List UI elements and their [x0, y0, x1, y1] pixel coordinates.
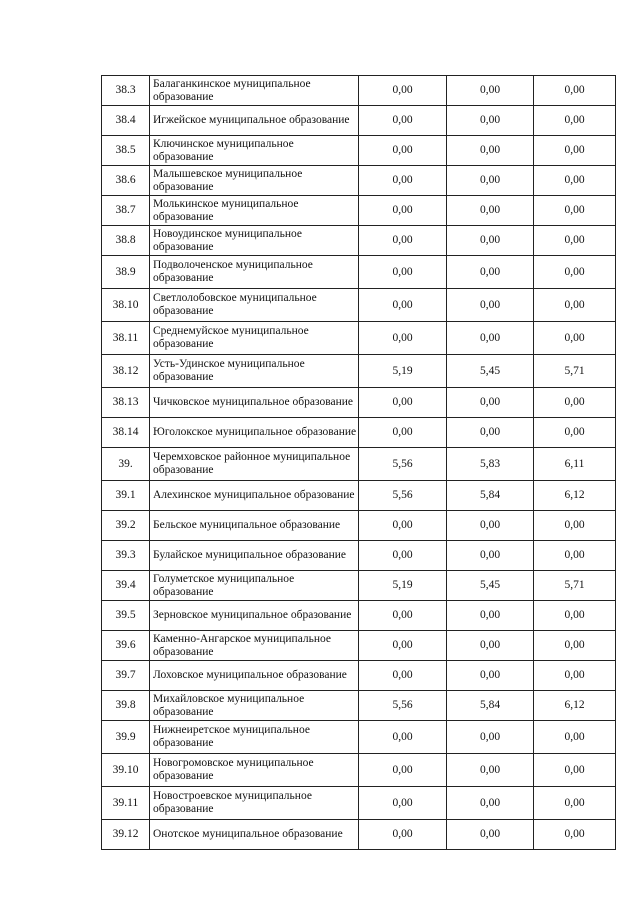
value-col-1: 0,00 [359, 754, 447, 787]
municipality-name: Алехинское муниципальное образование [150, 481, 359, 511]
value-col-3: 0,00 [534, 721, 616, 754]
value-col-2: 0,00 [447, 322, 534, 355]
table-row [102, 541, 616, 571]
value-col-3: 0,00 [534, 631, 616, 661]
value-col-1: 0,00 [359, 289, 447, 322]
value-col-2: 0,00 [447, 289, 534, 322]
row-number: 39.12 [102, 820, 150, 850]
value-col-2: 0,00 [447, 511, 534, 541]
table-row [102, 481, 616, 511]
value-col-2: 0,00 [447, 661, 534, 691]
value-col-1: 0,00 [359, 787, 447, 820]
row-number: 39.4 [102, 571, 150, 601]
row-number: 38.4 [102, 106, 150, 136]
table-row [102, 355, 616, 388]
row-number: 39.1 [102, 481, 150, 511]
table-row [102, 76, 616, 106]
municipality-name: Бельское муниципальное образование [150, 511, 359, 541]
value-col-3: 0,00 [534, 511, 616, 541]
value-col-2: 0,00 [447, 76, 534, 106]
municipality-name: Игжейское муниципальное образование [150, 106, 359, 136]
value-col-3: 0,00 [534, 661, 616, 691]
row-number: 38.8 [102, 226, 150, 256]
value-col-3: 0,00 [534, 166, 616, 196]
municipality-name: Среднемуйское муниципальное образование [150, 322, 359, 355]
value-col-2: 0,00 [447, 256, 534, 289]
value-col-1: 0,00 [359, 721, 447, 754]
value-col-1: 0,00 [359, 388, 447, 418]
value-col-2: 0,00 [447, 820, 534, 850]
value-col-2: 5,83 [447, 448, 534, 481]
value-col-1: 0,00 [359, 601, 447, 631]
row-number: 39.9 [102, 721, 150, 754]
municipality-name: Новоудинское муниципальное образование [150, 226, 359, 256]
table-row [102, 511, 616, 541]
value-col-2: 0,00 [447, 418, 534, 448]
row-number: 39.2 [102, 511, 150, 541]
row-number: 38.5 [102, 136, 150, 166]
row-number: 38.3 [102, 76, 150, 106]
value-col-2: 0,00 [447, 196, 534, 226]
value-col-3: 0,00 [534, 388, 616, 418]
value-col-2: 0,00 [447, 106, 534, 136]
table-row [102, 226, 616, 256]
row-number: 38.6 [102, 166, 150, 196]
table-row [102, 196, 616, 226]
value-col-3: 6,12 [534, 481, 616, 511]
value-col-1: 0,00 [359, 820, 447, 850]
value-col-3: 0,00 [534, 541, 616, 571]
value-col-2: 0,00 [447, 601, 534, 631]
row-number: 38.12 [102, 355, 150, 388]
municipality-name: Малышевское муниципальное образование [150, 166, 359, 196]
row-number: 38.14 [102, 418, 150, 448]
table-row [102, 601, 616, 631]
value-col-1: 0,00 [359, 418, 447, 448]
row-number: 39.3 [102, 541, 150, 571]
municipality-name: Каменно-Ангарское муниципальное образование [150, 631, 359, 661]
municipality-name: Нижнеиретское муниципальное образование [150, 721, 359, 754]
value-col-1: 0,00 [359, 661, 447, 691]
row-number: 38.11 [102, 322, 150, 355]
value-col-2: 5,84 [447, 691, 534, 721]
municipality-name: Булайское муниципальное образование [150, 541, 359, 571]
value-col-3: 0,00 [534, 136, 616, 166]
value-col-3: 0,00 [534, 418, 616, 448]
municipality-name: Юголокское муниципальное образование [150, 418, 359, 448]
row-number: 39.8 [102, 691, 150, 721]
value-col-2: 5,45 [447, 355, 534, 388]
value-col-2: 0,00 [447, 721, 534, 754]
value-col-1: 5,19 [359, 355, 447, 388]
value-col-3: 0,00 [534, 226, 616, 256]
value-col-1: 0,00 [359, 166, 447, 196]
table-row [102, 754, 616, 787]
row-number: 39.7 [102, 661, 150, 691]
value-col-1: 5,56 [359, 691, 447, 721]
value-col-1: 0,00 [359, 196, 447, 226]
municipality-name: Молькинское муниципальное образование [150, 196, 359, 226]
municipality-name: Черемховское районное муниципальное образование [150, 448, 359, 481]
value-col-3: 0,00 [534, 322, 616, 355]
municipality-name: Онотское муниципальное образование [150, 820, 359, 850]
value-col-1: 0,00 [359, 136, 447, 166]
municipality-name: Ключинское муниципальное образование [150, 136, 359, 166]
value-col-3: 0,00 [534, 754, 616, 787]
municipality-name: Лоховское муниципальное образование [150, 661, 359, 691]
municipality-name: Новогромовское муниципальное образование [150, 754, 359, 787]
value-col-3: 0,00 [534, 196, 616, 226]
table-row [102, 256, 616, 289]
table-row [102, 571, 616, 601]
row-number: 39. [102, 448, 150, 481]
value-col-2: 0,00 [447, 787, 534, 820]
table-row [102, 322, 616, 355]
row-number: 38.13 [102, 388, 150, 418]
value-col-2: 5,45 [447, 571, 534, 601]
value-col-1: 0,00 [359, 106, 447, 136]
value-col-2: 0,00 [447, 226, 534, 256]
data-table [101, 75, 616, 850]
row-number: 38.7 [102, 196, 150, 226]
value-col-3: 5,71 [534, 571, 616, 601]
table-row [102, 136, 616, 166]
value-col-1: 5,56 [359, 448, 447, 481]
value-col-3: 0,00 [534, 820, 616, 850]
table-row [102, 418, 616, 448]
value-col-3: 0,00 [534, 787, 616, 820]
value-col-2: 5,84 [447, 481, 534, 511]
table-row [102, 820, 616, 850]
municipality-name: Светлолобовское муниципальное образование [150, 289, 359, 322]
value-col-2: 0,00 [447, 388, 534, 418]
municipality-name: Подволоченское муниципальное образование [150, 256, 359, 289]
value-col-1: 0,00 [359, 256, 447, 289]
municipality-name: Зерновское муниципальное образование [150, 601, 359, 631]
row-number: 38.9 [102, 256, 150, 289]
table-row [102, 388, 616, 418]
row-number: 39.5 [102, 601, 150, 631]
row-number: 38.10 [102, 289, 150, 322]
value-col-1: 0,00 [359, 541, 447, 571]
value-col-2: 0,00 [447, 136, 534, 166]
table-row [102, 631, 616, 661]
table-row [102, 691, 616, 721]
row-number: 39.6 [102, 631, 150, 661]
value-col-3: 0,00 [534, 106, 616, 136]
row-number: 39.11 [102, 787, 150, 820]
municipality-name: Балаганкинское муниципальное образование [150, 76, 359, 106]
value-col-3: 0,00 [534, 256, 616, 289]
value-col-3: 0,00 [534, 76, 616, 106]
value-col-3: 0,00 [534, 289, 616, 322]
row-number: 39.10 [102, 754, 150, 787]
value-col-3: 6,11 [534, 448, 616, 481]
table-row [102, 448, 616, 481]
municipality-name: Усть-Удинское муниципальное образование [150, 355, 359, 388]
municipality-name: Голуметское муниципальное образование [150, 571, 359, 601]
value-col-2: 0,00 [447, 166, 534, 196]
table-row [102, 166, 616, 196]
value-col-1: 0,00 [359, 631, 447, 661]
table-row [102, 721, 616, 754]
value-col-2: 0,00 [447, 541, 534, 571]
value-col-1: 0,00 [359, 226, 447, 256]
value-col-3: 0,00 [534, 601, 616, 631]
value-col-2: 0,00 [447, 754, 534, 787]
table-row [102, 787, 616, 820]
value-col-2: 0,00 [447, 631, 534, 661]
table-row [102, 106, 616, 136]
value-col-1: 0,00 [359, 76, 447, 106]
value-col-3: 6,12 [534, 691, 616, 721]
table-row [102, 661, 616, 691]
value-col-1: 0,00 [359, 511, 447, 541]
value-col-1: 5,19 [359, 571, 447, 601]
municipality-name: Михайловское муниципальное образование [150, 691, 359, 721]
value-col-3: 5,71 [534, 355, 616, 388]
municipality-name: Новостроевское муниципальное образование [150, 787, 359, 820]
municipality-name: Чичковское муниципальное образование [150, 388, 359, 418]
value-col-1: 0,00 [359, 322, 447, 355]
table-row [102, 289, 616, 322]
value-col-1: 5,56 [359, 481, 447, 511]
